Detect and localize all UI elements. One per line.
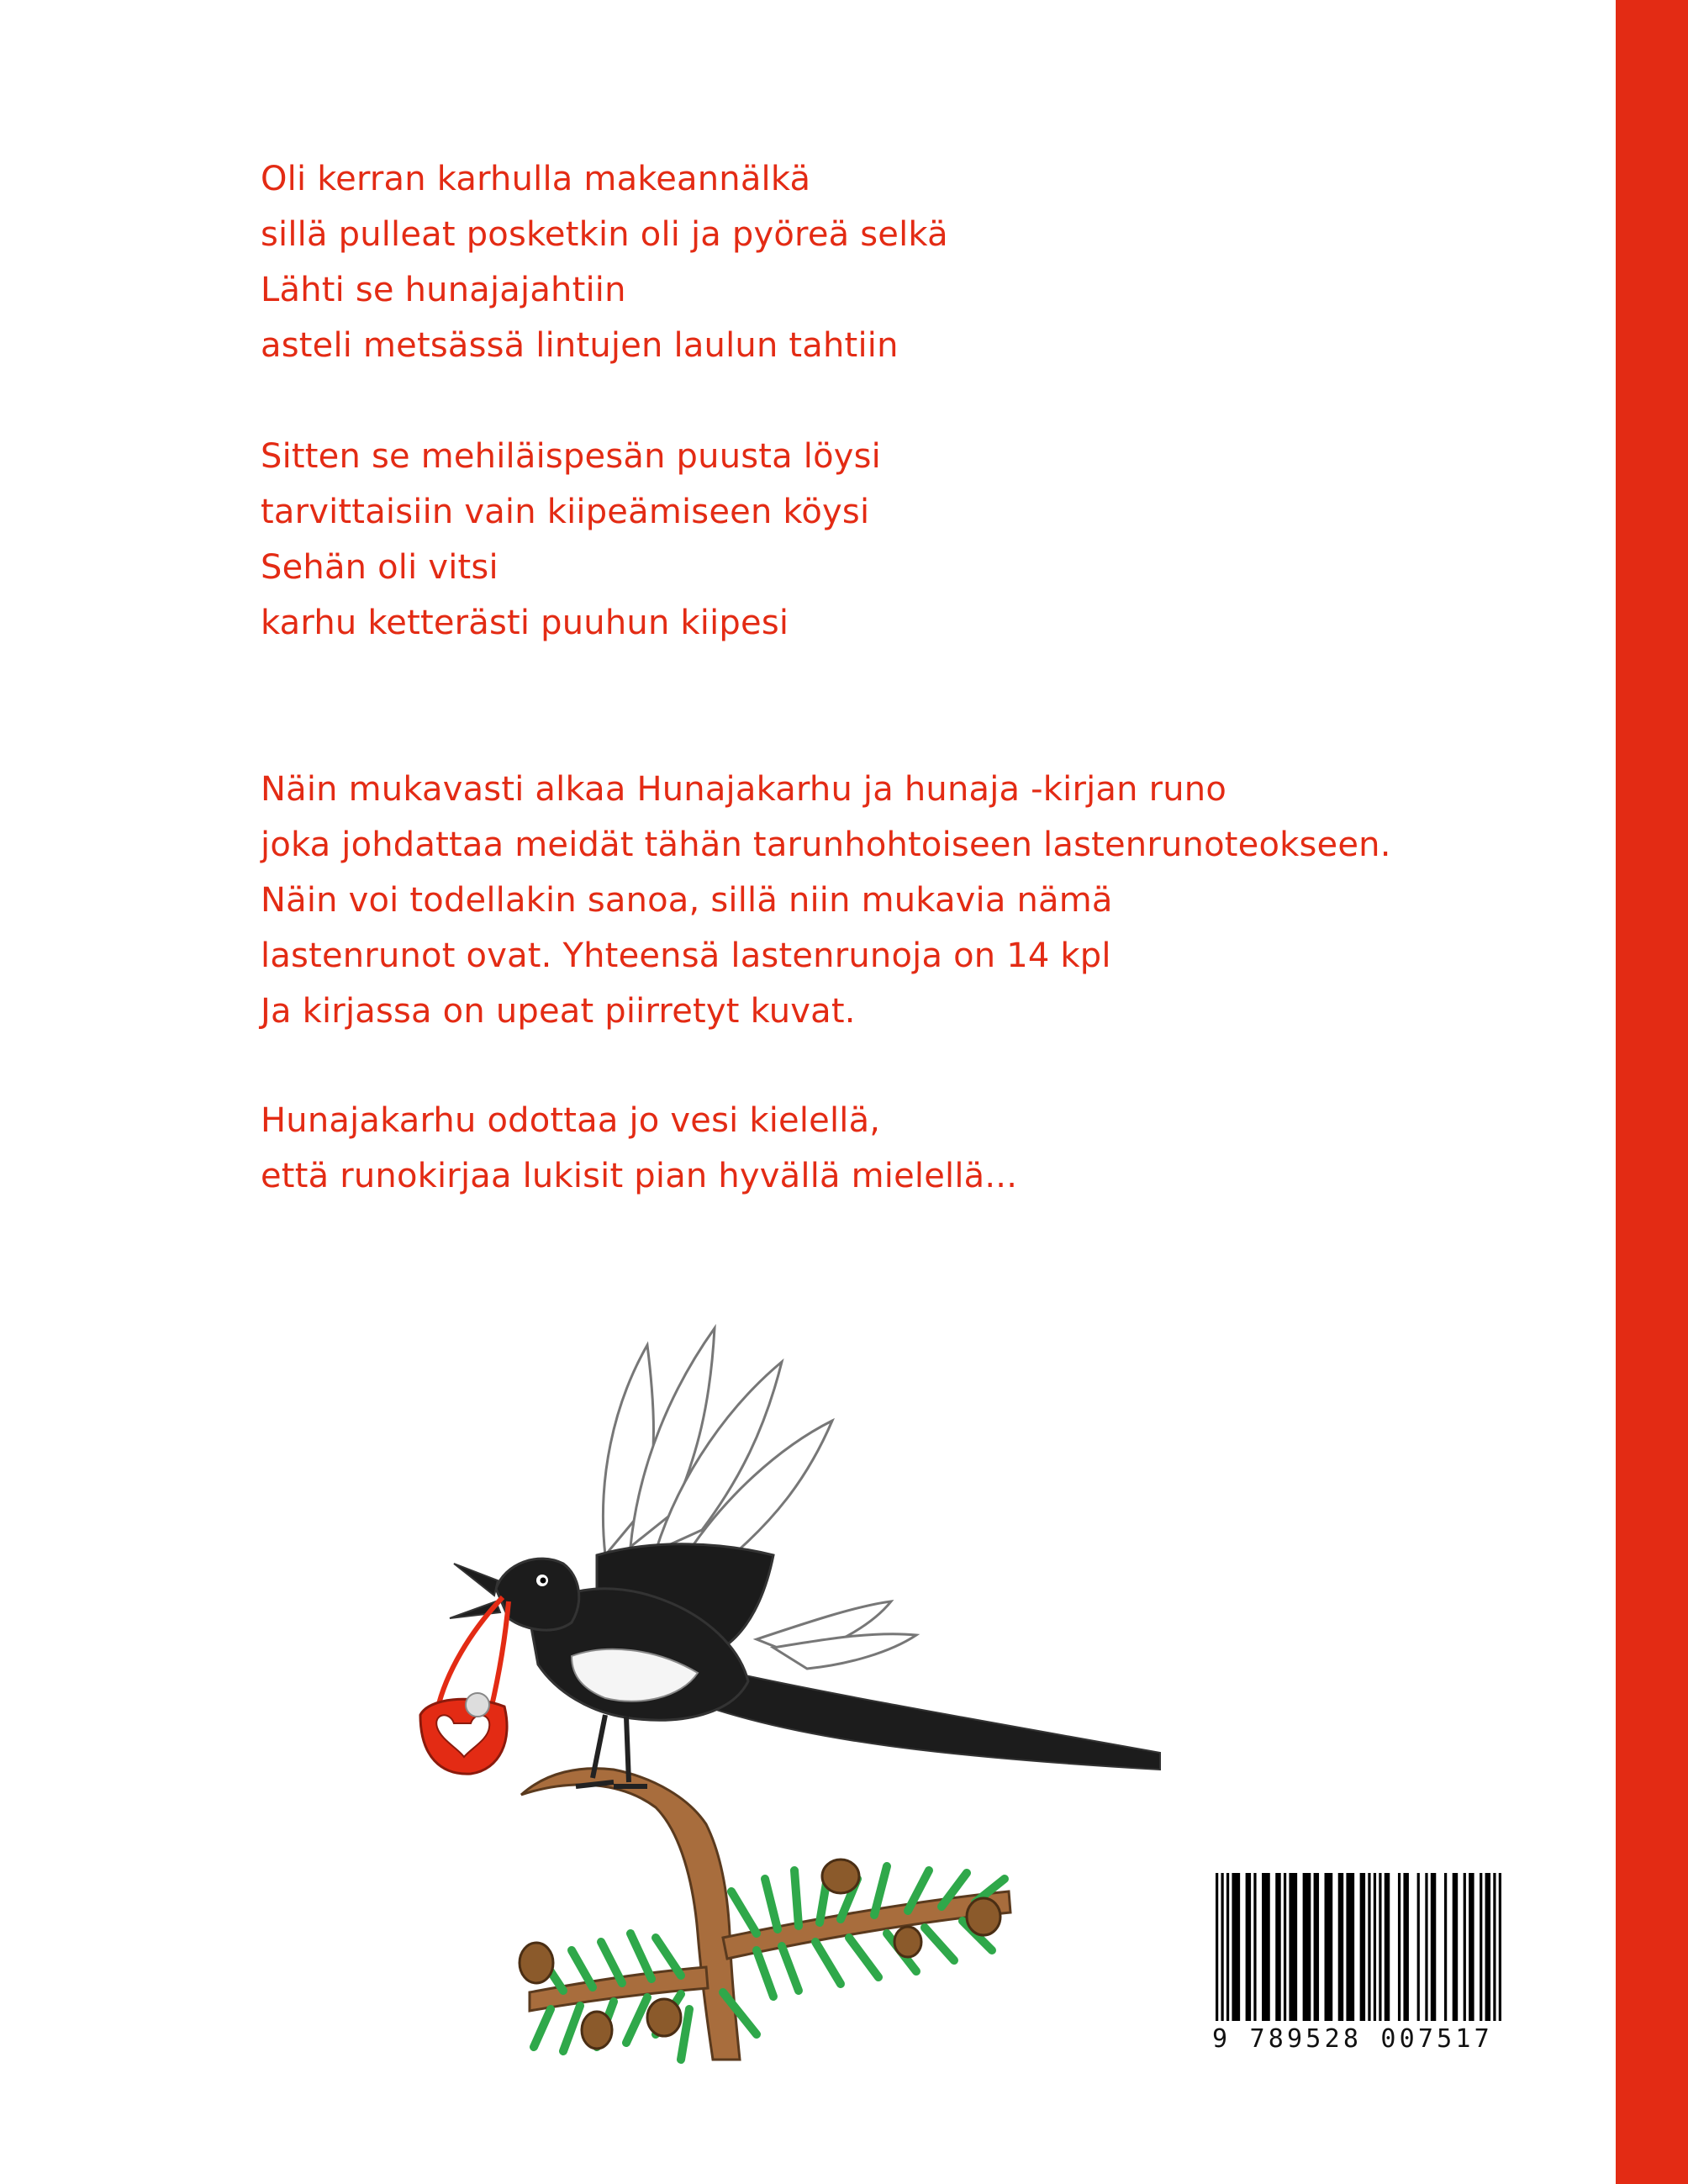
barcode-bar <box>1403 1873 1408 2021</box>
barcode-digits: 9 789528 007517 <box>1212 2024 1493 2054</box>
poem-line: sillä pulleat posketkin oli ja pyöreä selkä <box>261 215 948 254</box>
barcode-bar <box>1480 1873 1482 2021</box>
poem-line: Lähti se hunajajahtiin <box>261 271 626 309</box>
barcode-bar <box>1360 1873 1365 2021</box>
barcode-bar <box>1368 1873 1370 2021</box>
isbn-barcode <box>1212 1873 1505 2058</box>
barcode-bar <box>1374 1873 1376 2021</box>
barcode-bars <box>1216 1873 1501 2021</box>
barcode-bar <box>1493 1873 1495 2021</box>
poem-line: karhu ketterästi puuhun kiipesi <box>261 604 789 642</box>
barcode-bar <box>1253 1873 1256 2021</box>
barcode-bar <box>1246 1873 1251 2021</box>
barcode-bar <box>1469 1873 1474 2021</box>
barcode-bar <box>1232 1873 1240 2021</box>
barcode-bar <box>1314 1873 1319 2021</box>
red-edge-stripe <box>1616 0 1688 2184</box>
barcode-bar <box>1303 1873 1311 2021</box>
blurb-line: Näin voi todellakin sanoa, sillä niin mukavia nämä <box>261 881 1113 920</box>
barcode-bar <box>1379 1873 1381 2021</box>
barcode-bar <box>1284 1873 1286 2021</box>
barcode-bar <box>1464 1873 1466 2021</box>
barcode-bar <box>1325 1873 1333 2021</box>
barcode-bar <box>1499 1873 1501 2021</box>
barcode-bar <box>1275 1873 1280 2021</box>
barcode-bar <box>1289 1873 1297 2021</box>
barcode-bar <box>1338 1873 1343 2021</box>
poem-line: tarvittaisiin vain kiipeämiseen köysi <box>261 493 870 531</box>
blurb-line: Näin mukavasti alkaa Hunajakarhu ja hunaja -kirjan runo <box>261 770 1227 809</box>
barcode-bar <box>1216 1873 1218 2021</box>
blurb-line: Ja kirjassa on upeat piirretyt kuvat. <box>261 992 856 1031</box>
barcode-bar <box>1346 1873 1354 2021</box>
barcode-bar <box>1425 1873 1427 2021</box>
barcode-bar <box>1262 1873 1270 2021</box>
barcode-bar <box>1485 1873 1490 2021</box>
barcode-bar <box>1385 1873 1390 2021</box>
barcode-bar <box>1226 1873 1229 2021</box>
barcode-bar <box>1431 1873 1436 2021</box>
poem-line: Sitten se mehiläispesän puusta löysi <box>261 437 882 476</box>
barcode-bar <box>1221 1873 1223 2021</box>
closing-line: Hunajakarhu odottaa jo vesi kielellä, <box>261 1101 881 1140</box>
magpie-bird <box>450 1328 1160 1786</box>
poem-line: asteli metsässä lintujen laulun tahtiin <box>261 326 899 365</box>
blurb-line: lastenrunot ovat. Yhteensä lastenrunoja on 14 kpl <box>261 936 1111 975</box>
pine-branch <box>520 1769 1010 2060</box>
barcode-bar <box>1453 1873 1458 2021</box>
blurb-line: joka johdattaa meidät tähän tarunhohtoiseen lastenrunoteokseen. <box>261 826 1391 864</box>
barcode-bar <box>1398 1873 1401 2021</box>
book-blurb <box>261 762 1391 1039</box>
poem-line: Sehän oli vitsi <box>261 548 498 587</box>
magpie-illustration <box>404 1311 1194 2068</box>
poem-line: Oli kerran karhulla makeannälkä <box>261 160 811 198</box>
heart-purse <box>420 1597 509 1774</box>
barcode-bar <box>1417 1873 1420 2021</box>
closing-line: että runokirjaa lukisit pian hyvällä mielellä... <box>261 1157 1018 1195</box>
poem-stanza-2 <box>261 429 881 651</box>
poem-stanza-1 <box>261 151 948 373</box>
barcode-bar <box>1444 1873 1447 2021</box>
closing-verse <box>261 1093 1017 1204</box>
